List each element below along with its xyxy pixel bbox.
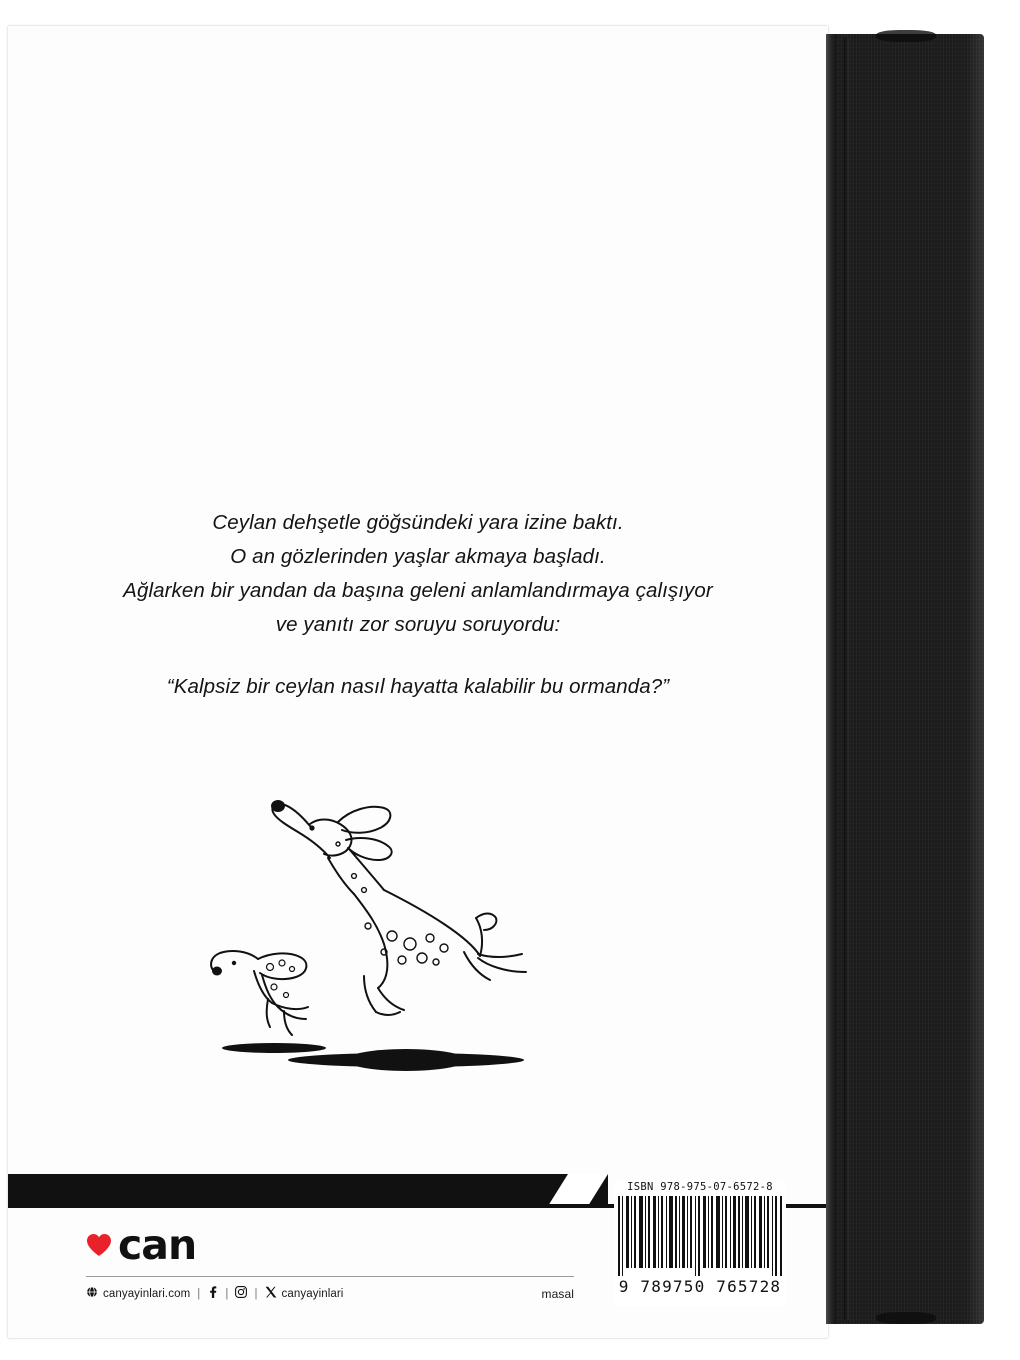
band-fill — [8, 1174, 608, 1208]
barcode-icon — [614, 1180, 786, 1306]
publisher-divider — [86, 1276, 574, 1277]
spine-cap-bottom — [876, 1312, 936, 1324]
meta-separator-1: | — [197, 1287, 201, 1300]
deer-illustration — [178, 766, 648, 1106]
spine-hinge — [844, 38, 849, 1320]
facebook-icon[interactable] — [207, 1286, 218, 1301]
publisher-block — [86, 1222, 586, 1301]
blurb-quote: “Kalpsiz bir ceylan nasıl hayatta kalabilir bu ormanda?” — [166, 675, 670, 698]
isbn-label: ISBN 978-975-07-6572-8 — [627, 1181, 773, 1193]
publisher-social-handle[interactable]: canyayinlari — [281, 1287, 344, 1300]
spine-left-edge — [826, 34, 836, 1324]
meta-separator-2: | — [225, 1287, 229, 1300]
meta-separator-3: | — [254, 1287, 258, 1300]
publisher-logo — [86, 1222, 586, 1268]
publisher-website[interactable]: canyayinlari.com — [103, 1287, 191, 1300]
blurb-line-1: Ceylan dehşetle göğsündeki yara izine baktı. — [212, 511, 624, 534]
book-spine — [826, 34, 984, 1324]
back-cover — [8, 26, 828, 1338]
genre-label: masal — [541, 1286, 574, 1301]
blurb-line-3: Ağlarken bir yandan da başına geleni anlamlandırmaya çalışıyor — [123, 579, 713, 602]
spine-highlight — [966, 34, 984, 1324]
instagram-icon[interactable] — [235, 1286, 247, 1301]
blurb-line-4: ve yanıtı zor soruyu soruyordu: — [275, 613, 561, 636]
x-twitter-icon[interactable] — [265, 1286, 277, 1301]
publisher-meta — [86, 1286, 574, 1301]
blurb-text — [68, 506, 768, 704]
book-object — [8, 12, 992, 1342]
heart-icon — [86, 1233, 112, 1257]
publisher-name: can — [118, 1221, 197, 1269]
barcode-digits: 9 789750 765728 — [618, 1277, 782, 1296]
blurb-line-2: O an gözlerinden yaşlar akmaya başladı. — [230, 545, 606, 568]
globe-icon — [86, 1286, 98, 1301]
barcode-bars — [614, 1196, 786, 1276]
spine-cap-top — [876, 30, 936, 42]
